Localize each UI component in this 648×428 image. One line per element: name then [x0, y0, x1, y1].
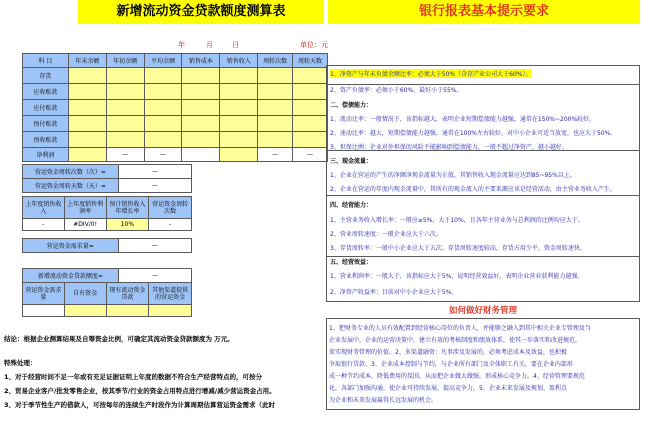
how-line: 争取银行贷款、3、企业成本控制与节约，与企业所有部门及全体职工有关，要在企业内部形 — [329, 361, 573, 368]
table-cell[interactable] — [182, 132, 220, 148]
table-cell[interactable] — [220, 100, 258, 116]
note-item: 2、速动比率：越大，短期偿债能力越强，通常在100%左右较好，对中小企业可适当放宽，也应大于50%。 — [330, 130, 617, 137]
row-label: 存货 — [23, 68, 69, 84]
how-line: 成一种节约成本、降低费用的氛围，从而把企业做大做强，形成核心竞争力。4、经营管理要规范 — [329, 373, 585, 380]
table-cell[interactable] — [68, 84, 106, 100]
how-line: 化，各部门加强沟通，使企业可持续发展，提高竞争力，5、企业未来发展及规划、盈利点 — [329, 385, 567, 392]
table-cell[interactable] — [106, 68, 144, 84]
table-cell[interactable] — [220, 132, 258, 148]
note-item: 2、资产负债率：必须小于60%，最好小于55%。 — [330, 87, 463, 94]
table-cell[interactable] — [144, 100, 182, 116]
growth-rate-input[interactable]: 10% — [106, 219, 149, 231]
table-cell[interactable] — [182, 68, 220, 84]
note-item: 2、营业周转速度：一般企业应大于六次。 — [330, 231, 442, 238]
loan-cell[interactable] — [149, 305, 192, 317]
special-item: 3、对于季节性生产的借款人，可按每年的连续生产时段作为计算周期估算营运资金需求（此时 — [4, 401, 276, 409]
table-cell[interactable] — [68, 116, 106, 132]
grid-header: 上年度销售收入 — [23, 197, 65, 219]
turnover-table — [22, 164, 192, 193]
col-header: 销售收入 — [220, 54, 258, 68]
how-panel — [326, 318, 640, 410]
note-item: 3、存货周转率：一般中小企业应大于五次。存货周转速度较高，存货占用少平，资金周转速快。 — [330, 245, 586, 252]
note-item: 1、流动比率：一般情况下，该指标越大，表明企业短期偿债能力越强，通常在150%~200%较好。 — [330, 116, 596, 123]
table-cell[interactable] — [220, 84, 258, 100]
col-header: 销售成本 — [182, 54, 220, 68]
turnover-count-label: 营运资金周转次数（次）= — [23, 165, 119, 179]
special-title: 特殊处理： — [4, 359, 37, 367]
table-cell[interactable] — [293, 84, 328, 100]
note-section: 三、现金流量： — [330, 158, 373, 165]
new-loan-label: 新增流动资金贷款额度= — [23, 269, 119, 283]
table-cell[interactable] — [144, 84, 182, 100]
turnover-days-label: 营运资金周转天数（天）= — [23, 179, 119, 193]
table-cell[interactable] — [258, 116, 293, 132]
need-table — [22, 238, 192, 253]
table-cell[interactable] — [106, 116, 144, 132]
dash-cell: — — [258, 148, 293, 162]
new-loan-table — [22, 268, 192, 283]
growth-table — [22, 196, 192, 231]
new-loan-value: — — [118, 269, 191, 283]
table-cell[interactable] — [144, 132, 182, 148]
note-item: 2、净资产收益率：目前对中小企业应大于5%。 — [330, 289, 458, 296]
table-cell[interactable] — [68, 148, 106, 162]
table-cell[interactable] — [220, 148, 258, 162]
table-cell[interactable] — [258, 84, 293, 100]
table-cell[interactable] — [68, 68, 106, 84]
table-cell[interactable] — [293, 100, 328, 116]
table-cell[interactable] — [258, 68, 293, 84]
col-header: 周转次数 — [258, 54, 293, 68]
table-cell[interactable] — [68, 132, 106, 148]
note-item: 1、营业利润率：一般大于，该指标应大于5%，说明经营效益好，表明企业营业获利能力越强。 — [330, 273, 584, 280]
grid-header: 营运资金周转次数 — [149, 197, 192, 219]
grid-header: 上年度销售利润率 — [64, 197, 106, 219]
note-section: 二、偿债能力： — [330, 102, 373, 109]
row-label: 应收账款 — [23, 84, 69, 100]
loan-header: 现有流动资金贷款 — [106, 283, 149, 305]
col-header: 年末余额 — [68, 54, 106, 68]
dash-cell: — — [293, 148, 328, 162]
special-item: 2、贸易企业客户/批发零售企业，按其季节/行业的资金占用特点进行增减/减少营运资金占用。 — [4, 387, 276, 395]
measurement-table — [22, 53, 328, 162]
grid-value: #DIV/0! — [64, 219, 106, 231]
row-label: 净利润 — [23, 148, 69, 162]
note-item: 2、企业在营运的年度内现金流量中，其所有的现金流入的主要来源应该是经营活动，由主营业务收入产生。 — [330, 186, 616, 193]
requirements-list — [328, 67, 638, 302]
conclusion: 结论：根据企业测算结果及自筹资金比例，可确定其流动资金贷款额度为 万元。 — [4, 335, 234, 343]
table-cell[interactable] — [144, 68, 182, 84]
row-label: 应付账款 — [23, 100, 69, 116]
note-section: 四、经营能力： — [330, 202, 373, 209]
table-cell[interactable] — [293, 68, 328, 84]
how-line: 为企业和未来发展赢得长远发展的机会。 — [329, 397, 438, 404]
how-line: 来实现财务管理的价值。2、多渠道融资：凡事涉及发展的，必须考虑成本及效益，也积极 — [329, 349, 567, 356]
turnover-days-value: — — [118, 179, 191, 193]
dash-cell: — — [106, 148, 144, 162]
col-header: 年初余额 — [106, 54, 144, 68]
note-section: 五、经营效益： — [330, 259, 373, 266]
grid-value: - — [23, 219, 65, 231]
col-header: 科 目 — [23, 54, 69, 68]
how-title: 如何做好财务管理 — [448, 306, 517, 316]
loan-header: 自有资金 — [64, 283, 106, 305]
unit-label: 单位：元 — [300, 41, 328, 49]
loan-header: 营运资金需求量 — [23, 283, 65, 305]
empty-cell — [182, 148, 220, 162]
special-item: 1、对于经营时间不足一年或有充足证据证明上年度的数据不符合生产经营特点的，可按分 — [4, 373, 263, 381]
table-cell[interactable] — [258, 100, 293, 116]
grid-value: - — [149, 219, 192, 231]
note-item: 1、企业在营运的产生的净额净现金流量为正值，其销售收入现金流量应达到85~95%以上。 — [330, 172, 576, 179]
table-cell[interactable] — [106, 84, 144, 100]
table-cell[interactable] — [220, 116, 258, 132]
note-item: 3、担保比例：企业对外担保的风险不能影响到偿债能力，一般不超过净资产，越小越好。 — [330, 144, 568, 151]
loan-source-table — [22, 282, 192, 317]
table-cell[interactable] — [106, 100, 144, 116]
day-label: 日 — [232, 41, 239, 49]
table-cell[interactable] — [258, 132, 293, 148]
how-line: 企业发展中，企业的运营决策中，建立有效的考核制度和绩效体系，使其一步落实和改进规范， — [329, 337, 582, 344]
turnover-count-value: — — [118, 165, 191, 179]
col-header: 周转天数 — [293, 54, 328, 68]
page-title: 新增流动资金贷款额度测算表 — [78, 0, 324, 24]
table-cell[interactable] — [220, 68, 258, 84]
year-label: 年 — [178, 41, 185, 49]
note-item: 1、净资产与年末负债余额比率：必须大于50%（含存产业公司大于60%）。 — [330, 71, 532, 78]
table-cell[interactable] — [68, 100, 106, 116]
table-cell[interactable] — [182, 116, 220, 132]
right-panel-title: 银行报表基本提示要求 — [328, 0, 640, 24]
loan-cell[interactable] — [64, 305, 106, 317]
table-cell[interactable] — [106, 132, 144, 148]
grid-header: 预计销售收入年增长率 — [106, 197, 149, 219]
need-value: — — [118, 239, 191, 253]
col-header: 平均余额 — [144, 54, 182, 68]
table-cell[interactable] — [293, 116, 328, 132]
table-cell[interactable] — [144, 116, 182, 132]
need-label: 营运资金需求量= — [23, 239, 119, 253]
row-label: 预收账款 — [23, 132, 69, 148]
table-cell[interactable] — [182, 84, 220, 100]
loan-cell[interactable] — [106, 305, 149, 317]
loan-cell[interactable] — [23, 305, 65, 317]
how-line: 1、把财务专业的人员有效配置到经营核心岗位的负责人，并能够之融入到其中相关企业专管理及当 — [329, 325, 591, 332]
row-label: 预付账款 — [23, 116, 69, 132]
table-cell[interactable] — [293, 132, 328, 148]
month-label: 月 — [206, 41, 213, 49]
loan-header: 其他渠道提供的营运资金 — [149, 283, 192, 305]
table-cell[interactable] — [182, 100, 220, 116]
note-item: 1、主营业务收入增长率：一般应≥5%，大于10%，且各年主营业务与总利润的比例均应大于。 — [330, 217, 584, 224]
dash-cell: — — [144, 148, 182, 162]
